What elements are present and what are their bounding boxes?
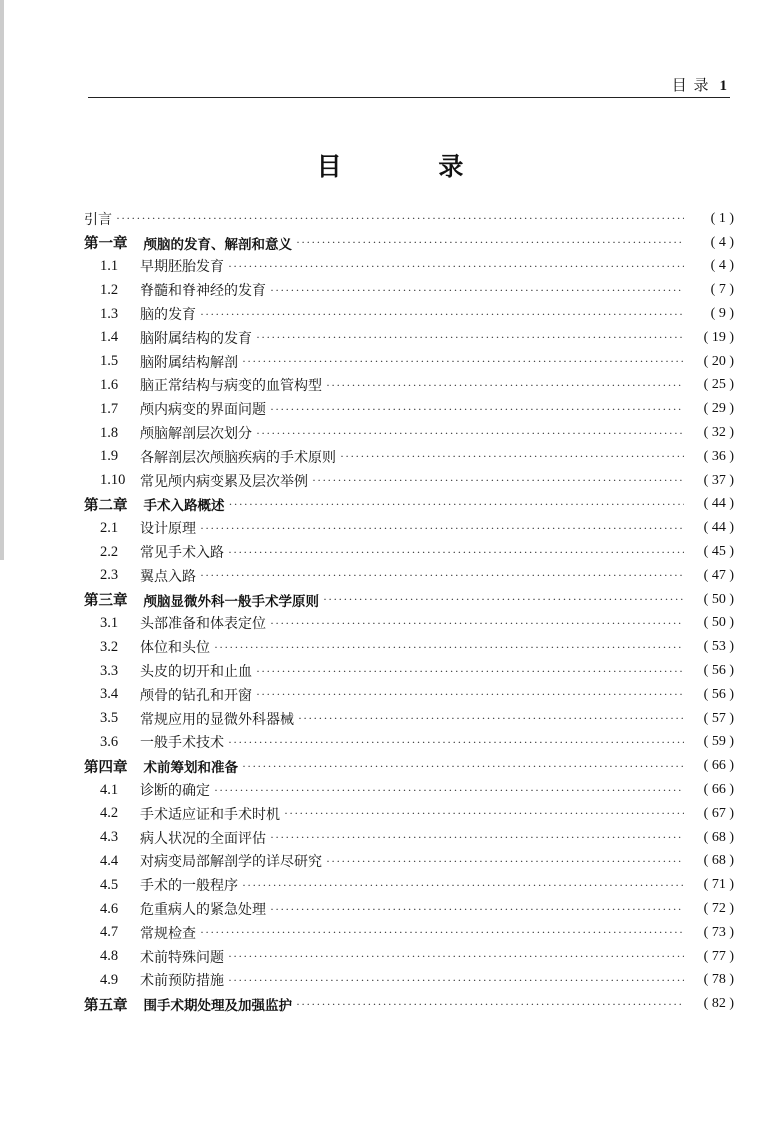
toc-entry-title: 脑的发育 [140,307,196,324]
toc-entry-number: 3.6 [100,733,119,750]
toc-entry-page-number: ( 59 ) [703,734,734,750]
toc-entry-section[interactable] [84,350,734,374]
toc-entry-section[interactable] [84,445,734,469]
toc-entry-title: 翼点入路 [140,568,196,585]
toc-entry-page-number: ( 4 ) [710,234,734,250]
dot-leader [312,473,684,488]
toc-entry-section[interactable] [84,826,734,850]
toc-entry-title: 常见颅内病变累及层次举例 [140,473,308,490]
scan-edge-shadow [0,0,4,560]
running-header-title: 目 录 [671,76,710,94]
dot-leader [214,640,684,655]
dot-leader [326,854,684,869]
dot-leader [256,426,684,441]
toc-entry-number: 3.3 [100,662,119,679]
toc-entry-number: 4.5 [100,876,119,893]
dot-leader [256,664,684,679]
toc-entry-number: 1.6 [100,376,119,393]
toc-entry-number: 3.5 [100,710,119,727]
toc-entry-page-number: ( 9 ) [710,306,734,322]
toc-entry-page-number: ( 36 ) [703,448,734,464]
toc-entry-page-number: ( 7 ) [710,282,734,298]
dot-leader [116,211,684,226]
dot-leader [298,711,684,726]
toc-entry-page-number: ( 82 ) [703,996,734,1012]
dot-leader [242,878,684,893]
dot-leader [284,806,684,821]
toc-entry-section[interactable] [84,921,734,945]
toc-entry-page-number: ( 71 ) [703,877,734,893]
dot-leader [242,759,684,774]
toc-entry-title: 常规检查 [140,925,196,942]
toc-entry-chapter[interactable] [84,588,734,612]
toc-entry-number: 1.9 [100,448,119,465]
toc-entry-section[interactable] [84,850,734,874]
toc-entry-number: 4.1 [100,781,119,798]
toc-entry-section[interactable] [84,564,734,588]
toc-entry-number: 4.2 [100,805,119,822]
dot-leader [256,687,684,702]
toc-entry-title: 设计原理 [140,521,196,538]
toc-entry-page-number: ( 53 ) [703,639,734,655]
toc-entry-section[interactable] [84,421,734,445]
toc-entry-section[interactable] [84,707,734,731]
toc-entry-title: 围手术期处理及加强监护 [143,998,292,1015]
toc-entry-page-number: ( 57 ) [703,710,734,726]
toc-entry-page-number: ( 4 ) [710,258,734,274]
toc-entry-number: 4.4 [100,852,119,869]
toc-entry-number: 第二章 [84,497,128,514]
header-rule [88,97,730,98]
toc-entry-title: 对病变局部解剖学的详尽研究 [140,854,322,871]
dot-leader [229,497,685,512]
dot-leader [200,568,684,583]
toc-entry-page-number: ( 19 ) [703,329,734,345]
dot-leader [296,235,684,250]
toc-entry-title: 一般手术技术 [140,735,224,752]
toc-entry-title: 早期胚胎发育 [140,259,224,276]
toc-entry-number: 1.5 [100,353,119,370]
dot-leader [340,449,684,464]
dot-leader [200,925,684,940]
toc-entry-page-number: ( 68 ) [703,829,734,845]
toc-entry-page-number: ( 73 ) [703,924,734,940]
toc-entry-number: 第四章 [84,759,128,776]
toc-entry-number: 第五章 [84,997,128,1014]
toc-entry-section[interactable] [84,255,734,279]
toc-entry-number: 1.10 [100,472,126,489]
dot-leader [270,830,684,845]
toc-entry-page-number: ( 56 ) [703,663,734,679]
toc-entry-title: 手术适应证和手术时机 [140,806,280,823]
toc-entry-page-number: ( 72 ) [703,901,734,916]
toc-entry-number: 2.3 [100,567,119,584]
running-header-page-number: 1 [719,78,728,94]
dot-leader [228,973,684,988]
toc-entry-page-number: ( 68 ) [703,853,734,869]
dot-leader [200,307,684,322]
toc-entry-number: 1.2 [100,281,119,298]
toc-entry-number: 4.9 [100,971,119,988]
toc-entry-number: 1.1 [100,257,119,274]
toc-entry-number: 1.4 [100,329,119,346]
toc-entry-number: 2.2 [100,543,119,560]
toc-entry-page-number: ( 66 ) [703,758,734,774]
toc-entry-title: 脊髓和脊神经的发育 [140,283,266,300]
toc-entry-section[interactable] [84,326,734,350]
toc-entry-section[interactable] [84,802,734,826]
toc-entry-section[interactable] [84,897,734,921]
running-header [672,74,728,95]
toc-entry-intro[interactable] [84,207,734,231]
page-title: 目 录 [316,152,508,181]
toc-entry-section[interactable] [84,945,734,969]
toc-entry-page-number: ( 45 ) [703,544,734,560]
toc-entry-section[interactable] [84,540,734,564]
toc-entry-page-number: ( 67 ) [703,805,734,821]
toc-entry-title: 诊断的确定 [140,783,210,800]
toc-entry-section[interactable] [84,516,734,540]
toc-entry-title: 颅脑显微外科一般手术学原则 [143,593,319,610]
toc-entry-title: 手术入路概述 [143,498,225,515]
toc-entry-number: 3.2 [100,638,119,655]
toc-entry-page-number: ( 1 ) [710,210,734,226]
toc-entry-section[interactable] [84,778,734,802]
toc-entry-chapter[interactable] [84,992,734,1016]
toc-entry-title: 脑附属结构的发育 [140,330,252,347]
toc-entry-title: 病人状况的全面评估 [140,830,266,847]
toc-entry-page-number: ( 66 ) [703,782,734,798]
toc-entry-page-number: ( 50 ) [703,591,734,607]
toc-entry-title: 术前特殊问题 [140,949,224,966]
toc-entry-section[interactable] [84,374,734,398]
toc-entry-page-number: ( 25 ) [703,377,734,393]
toc-entry-section[interactable] [84,683,734,707]
toc-entry-number: 第三章 [84,593,128,610]
toc-entry-title: 危重病人的紧急处理 [140,902,266,918]
toc-entry-title: 术前筹划和准备 [143,760,238,777]
dot-leader [214,783,684,798]
toc-entry-title: 体位和头位 [140,640,210,657]
toc-entry-number: 4.7 [100,924,119,941]
dot-leader [256,330,684,345]
dot-leader [296,997,684,1012]
toc-entry-title: 头部准备和体表定位 [140,616,266,633]
toc-entry-page-number: ( 29 ) [703,401,734,417]
toc-entry-chapter[interactable] [84,231,734,255]
dot-leader [326,378,684,393]
toc-entry-section[interactable] [84,969,734,993]
toc-entry-page-number: ( 44 ) [703,496,734,512]
toc-entry-number: 4.6 [100,900,119,917]
toc-entry-title: 手术的一般程序 [140,878,238,895]
dot-leader [270,283,684,298]
toc-entry-number: 4.8 [100,948,119,965]
toc-entry-title: 颅骨的钻孔和开窗 [140,687,252,704]
dot-leader [270,402,684,417]
toc-entry-number: 3.1 [100,614,119,631]
toc-entry-section[interactable] [84,278,734,302]
toc-entry-title: 颅内病变的界面问题 [140,402,266,419]
toc-entry-section[interactable] [84,659,734,683]
dot-leader [242,354,684,369]
toc-entry-page-number: ( 44 ) [703,520,734,536]
dot-leader [270,616,684,631]
toc-entry-chapter[interactable] [84,493,734,517]
toc-entry-page-number: ( 56 ) [703,686,734,702]
toc-entry-title: 引言 [84,211,112,228]
table-of-contents [84,207,734,1016]
toc-entry-chapter[interactable] [84,754,734,778]
toc-entry-section[interactable] [84,302,734,326]
toc-entry-section[interactable] [84,397,734,421]
toc-entry-title: 脑附属结构解剖 [140,354,238,371]
toc-entry-page-number: ( 77 ) [703,948,734,964]
toc-entry-section[interactable] [84,612,734,636]
dot-leader [228,949,684,964]
dot-leader [323,592,684,607]
toc-entry-title: 各解剖层次颅脑疾病的手术原则 [140,449,336,466]
toc-entry-page-number: ( 78 ) [703,972,734,988]
toc-entry-number: 4.3 [100,829,119,846]
toc-entry-title: 头皮的切开和止血 [140,664,252,681]
toc-entry-title: 脑正常结构与病变的血管构型 [140,378,322,395]
toc-entry-section[interactable] [84,873,734,897]
toc-entry-number: 3.4 [100,686,119,703]
toc-entry-title: 颅脑解剖层次划分 [140,426,252,443]
toc-entry-section[interactable] [84,635,734,659]
toc-entry-title: 常规应用的显微外科器械 [140,711,294,728]
toc-entry-number: 2.1 [100,519,119,536]
toc-entry-section[interactable] [84,731,734,755]
toc-entry-section[interactable] [84,469,734,493]
dot-leader [270,902,684,917]
dot-leader [228,259,684,274]
toc-entry-page-number: ( 20 ) [703,353,734,369]
toc-entry-title: 术前预防措施 [140,973,224,990]
toc-entry-number: 1.8 [100,424,119,441]
toc-entry-number: 1.3 [100,305,119,322]
toc-entry-title: 常见手术入路 [140,545,224,562]
dot-leader [228,735,684,750]
toc-entry-page-number: ( 32 ) [703,425,734,441]
toc-entry-title: 颅脑的发育、解剖和意义 [143,236,292,253]
toc-entry-number: 1.7 [100,400,119,417]
toc-entry-page-number: ( 37 ) [703,472,734,488]
toc-entry-page-number: ( 47 ) [703,567,734,583]
dot-leader [228,545,684,560]
toc-entry-number: 第一章 [84,236,128,253]
toc-entry-page-number: ( 50 ) [703,615,734,631]
dot-leader [200,521,684,536]
